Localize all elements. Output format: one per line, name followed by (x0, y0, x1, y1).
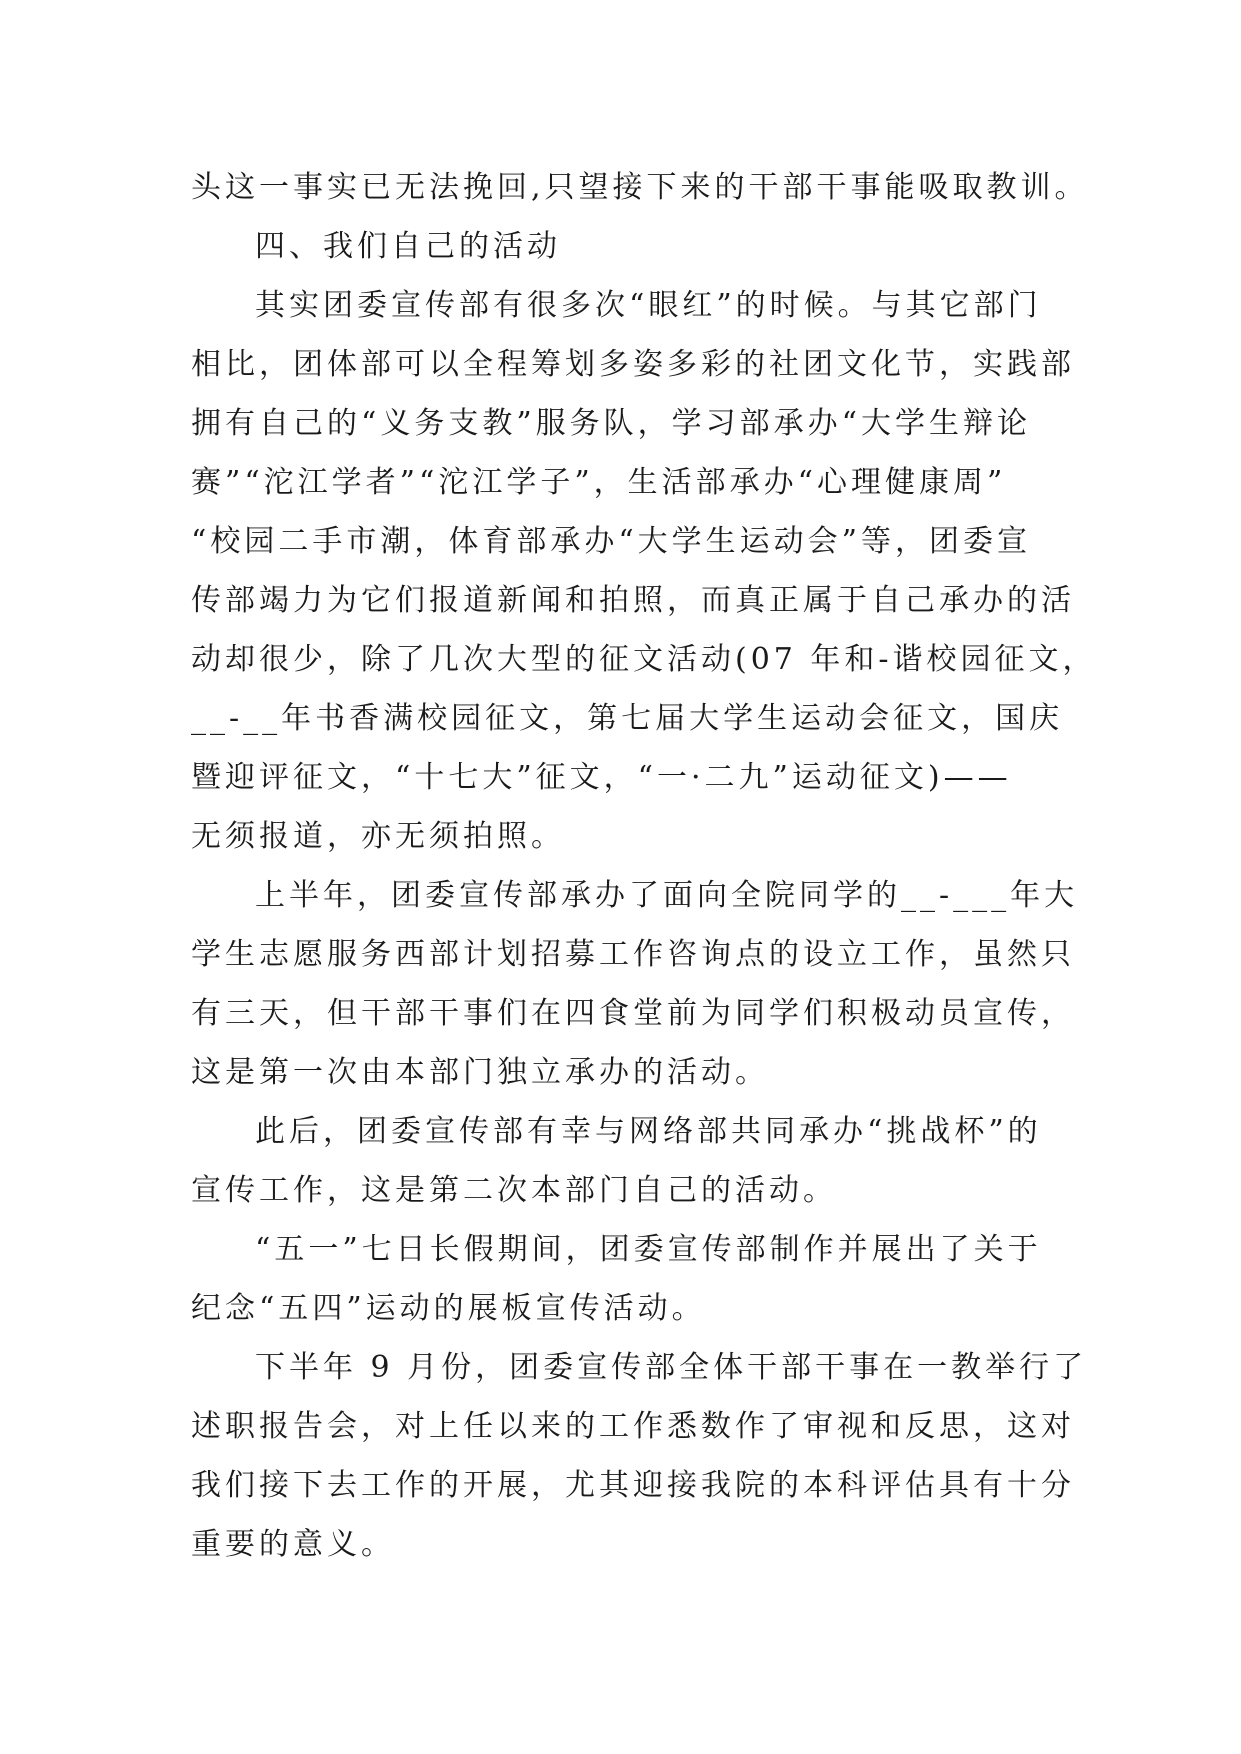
text-line: 四、我们自己的活动 (255, 229, 561, 264)
text-line: 下半年 9 月份，团委宣传部全体干部干事在一教举行了 (255, 1350, 1088, 1385)
text-line: 学生志愿服务西部计划招募工作咨询点的设立工作，虽然只 (191, 937, 1075, 972)
text-line: 传部竭力为它们报道新闻和拍照，而真正属于自己承办的活 (191, 583, 1075, 618)
text-line: 我们接下去工作的开展，尤其迎接我院的本科评估具有十分 (191, 1468, 1075, 1503)
text-line: 重要的意义。 (191, 1527, 395, 1562)
text-line: 赛”“沱江学者”“沱江学子”，生活部承办“心理健康周” (191, 465, 1007, 500)
text-line: __-__年书香满校园征文，第七届大学生运动会征文，国庆 (191, 701, 1064, 736)
text-line: 宣传工作，这是第二次本部门自己的活动。 (191, 1173, 837, 1208)
text-line: 上半年，团委宣传部承办了面向全院同学的__-___年大 (255, 878, 1079, 913)
text-line: 有三天，但干部干事们在四食堂前为同学们积极动员宣传， (191, 996, 1075, 1031)
text-line: 无须报道，亦无须拍照。 (191, 819, 565, 854)
text-line: 动却很少，除了几次大型的征文活动(07 年和-谐校园征文， (191, 642, 1097, 677)
text-line: 相比，团体部可以全程筹划多姿多彩的社团文化节，实践部 (191, 347, 1075, 382)
text-line: 其实团委宣传部有很多次“眼红”的时候。与其它部门 (255, 288, 1042, 323)
text-line: 此后，团委宣传部有幸与网络部共同承办“挑战杯”的 (255, 1114, 1042, 1149)
text-line: “五一”七日长假期间，团委宣传部制作并展出了关于 (255, 1232, 1042, 1267)
text-line: 头这一事实已无法挽回,只望接下来的干部干事能吸取教训。 (191, 170, 1089, 205)
text-line: 拥有自己的“义务支教”服务队，学习部承办“大学生辩论 (191, 406, 1032, 441)
text-line: 这是第一次由本部门独立承办的活动。 (191, 1055, 769, 1090)
document-body (191, 158, 1097, 1574)
text-line: “校园二手市潮，体育部承办“大学生运动会”等，团委宣 (191, 524, 1032, 559)
text-line: 纪念“五四”运动的展板宣传活动。 (191, 1291, 706, 1326)
text-line: 述职报告会，对上任以来的工作悉数作了审视和反思，这对 (191, 1409, 1075, 1444)
text-line: 暨迎评征文，“十七大”征文，“一·二九”运动征文)—— (191, 760, 1012, 795)
